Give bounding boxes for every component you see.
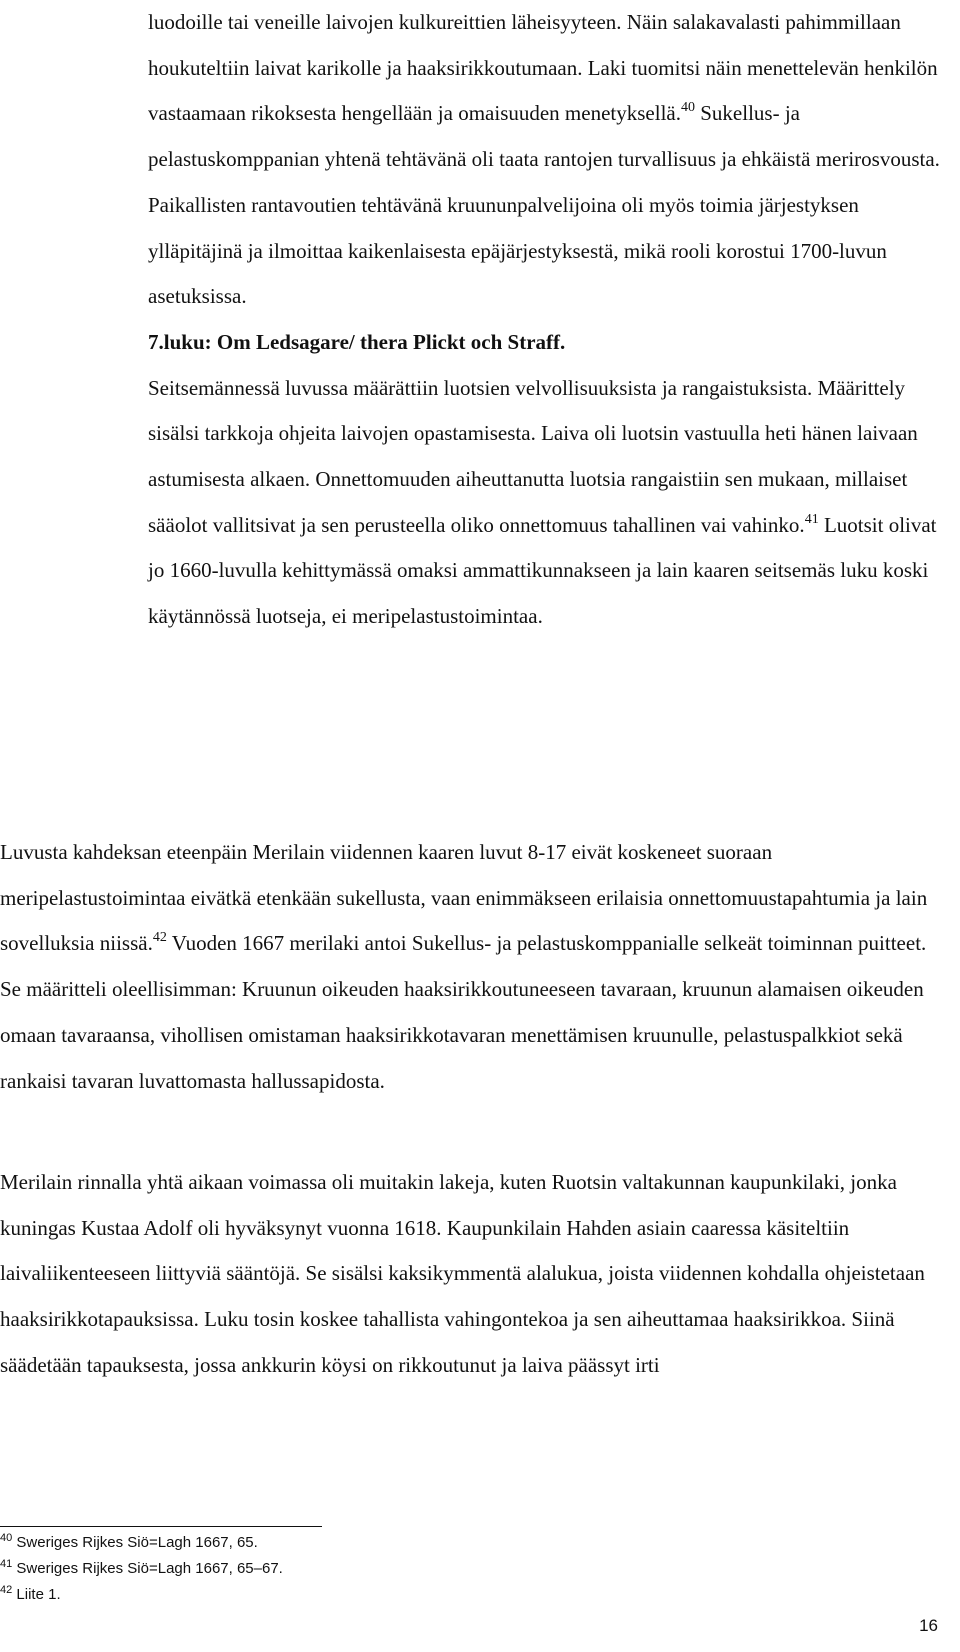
footnote-number: 41 (0, 1558, 13, 1570)
indented-section (148, 0, 948, 640)
footnote-ref-42[interactable]: 42 (152, 930, 167, 946)
body-paragraph-town-law (0, 1160, 952, 1389)
paragraph-text: Luvusta kahdeksan eteenpäin Merilain viidennen kaaren luvut 8-17 eivät koskeneet suoraan meripelastustoimintaa eivätkä etenkään sukellusta, vaan enimmäkseen erilaisia onnettomuustapahtumia ja lain sovelluksia niissä. (0, 840, 928, 956)
footnote-42 (0, 1582, 283, 1608)
paragraph-text: luodoille tai veneille laivojen kulkureittien läheisyyteen. Näin salakavalasti pahimmillaan houkuteltiin laivat karikolle ja haaksirikkoutumaan. Laki tuomitsi näin menettelevän henkilön vastaamaan rikoksesta hengellään ja omaisuuden menetyksellä. (148, 10, 938, 126)
footnote-40 (0, 1530, 283, 1556)
paragraph-text: Seitsemännessä luvussa määrättiin luotsien velvollisuuksista ja rangaistuksista. Määrittely sisälsi tarkkoja ohjeita laivojen opastamisesta. Laiva oli luotsin vastuulla heti hänen laivaan astumisesta alkaen. Onnettomuuden aiheuttanutta luotsia rangaistiin sen mukaan, millaiset sääolot vallitsivat ja sen perusteella oliko onnettomuus tahallinen vai vahinko. (148, 375, 918, 537)
paragraph-lighthouse (148, 0, 948, 320)
body-paragraph-maritime-law (0, 830, 952, 1104)
paragraph-text: Sukellus- ja pelastuskomppanian yhtenä tehtävänä oli taata rantojen turvallisuus ja ehkäistä merirosvousta. Paikallisten rantavoutien tehtävänä kruununpalvelijoina oli myös toimia järjestyksen ylläpitäjinä ja ilmoittaa kaikenlaisesta epäjärjestyksestä, mikä rooli korostui 1700-luvun asetuksissa. (148, 101, 940, 309)
footnote-text: Sweriges Rijkes Siö=Lagh 1667, 65–67. (12, 1560, 283, 1577)
paragraph-text: Merilain rinnalla yhtä aikaan voimassa oli muitakin lakeja, kuten Ruotsin valtakunnan kaupunkilaki, jonka kuningas Kustaa Adolf oli hyväksynyt vuonna 1618. Kaupunkilain Hahden asiain caaressa käsiteltiin laivaliikenteeseen liittyviä sääntöjä. Se sisälsi kaksikymmentä alalukua, joista viidennen kohdalla ohjeistetaan haaksirikkotapauksissa. Luku tosin koskee tahallista vahingontekoa ja sen aiheuttamaa haaksirikkoa. Siinä säädetään tapauksesta, jossa ankkurin köysi on rikkoutunut ja laiva päässyt irti (0, 1170, 925, 1377)
footnote-41 (0, 1556, 283, 1582)
chapter-heading: 7.luku: Om Ledsagare/ thera Plickt och Straff. (148, 329, 566, 354)
footnote-number: 42 (0, 1584, 13, 1596)
paragraph-pilots (148, 366, 948, 640)
page-number: 16 (919, 1616, 938, 1635)
footnote-ref-40[interactable]: 40 (680, 100, 695, 116)
footnote-ref-41[interactable]: 41 (804, 511, 819, 527)
paragraph-text: Luotsit olivat jo 1660-luvulla kehittymässä omaksi ammattikunnakseen ja lain kaaren seitsemäs luku koski käytännössä luotseja, ei meripelastustoimintaa. (148, 512, 937, 629)
footnote-text: Sweriges Rijkes Siö=Lagh 1667, 65. (12, 1534, 258, 1551)
paragraph-text: Vuoden 1667 merilaki antoi Sukellus- ja pelastuskomppanialle selkeät toiminnan puitteet. Se määritteli oleellisimman: Kruunun oikeuden haaksirikkoutuneeseen tavaraan, kruunun alamaisen oikeuden omaan tavaraansa, vihollisen omistaman haaksirikkotavaran menettämisen kruunulle, pelastuspalkkiot sekä rankaisi tavaran luvattomasta hallussapidosta. (0, 931, 927, 1093)
footnote-text: Liite 1. (12, 1586, 61, 1603)
footnote-separator (0, 1526, 322, 1527)
footnotes (0, 1530, 283, 1608)
footnote-number: 40 (0, 1532, 13, 1544)
